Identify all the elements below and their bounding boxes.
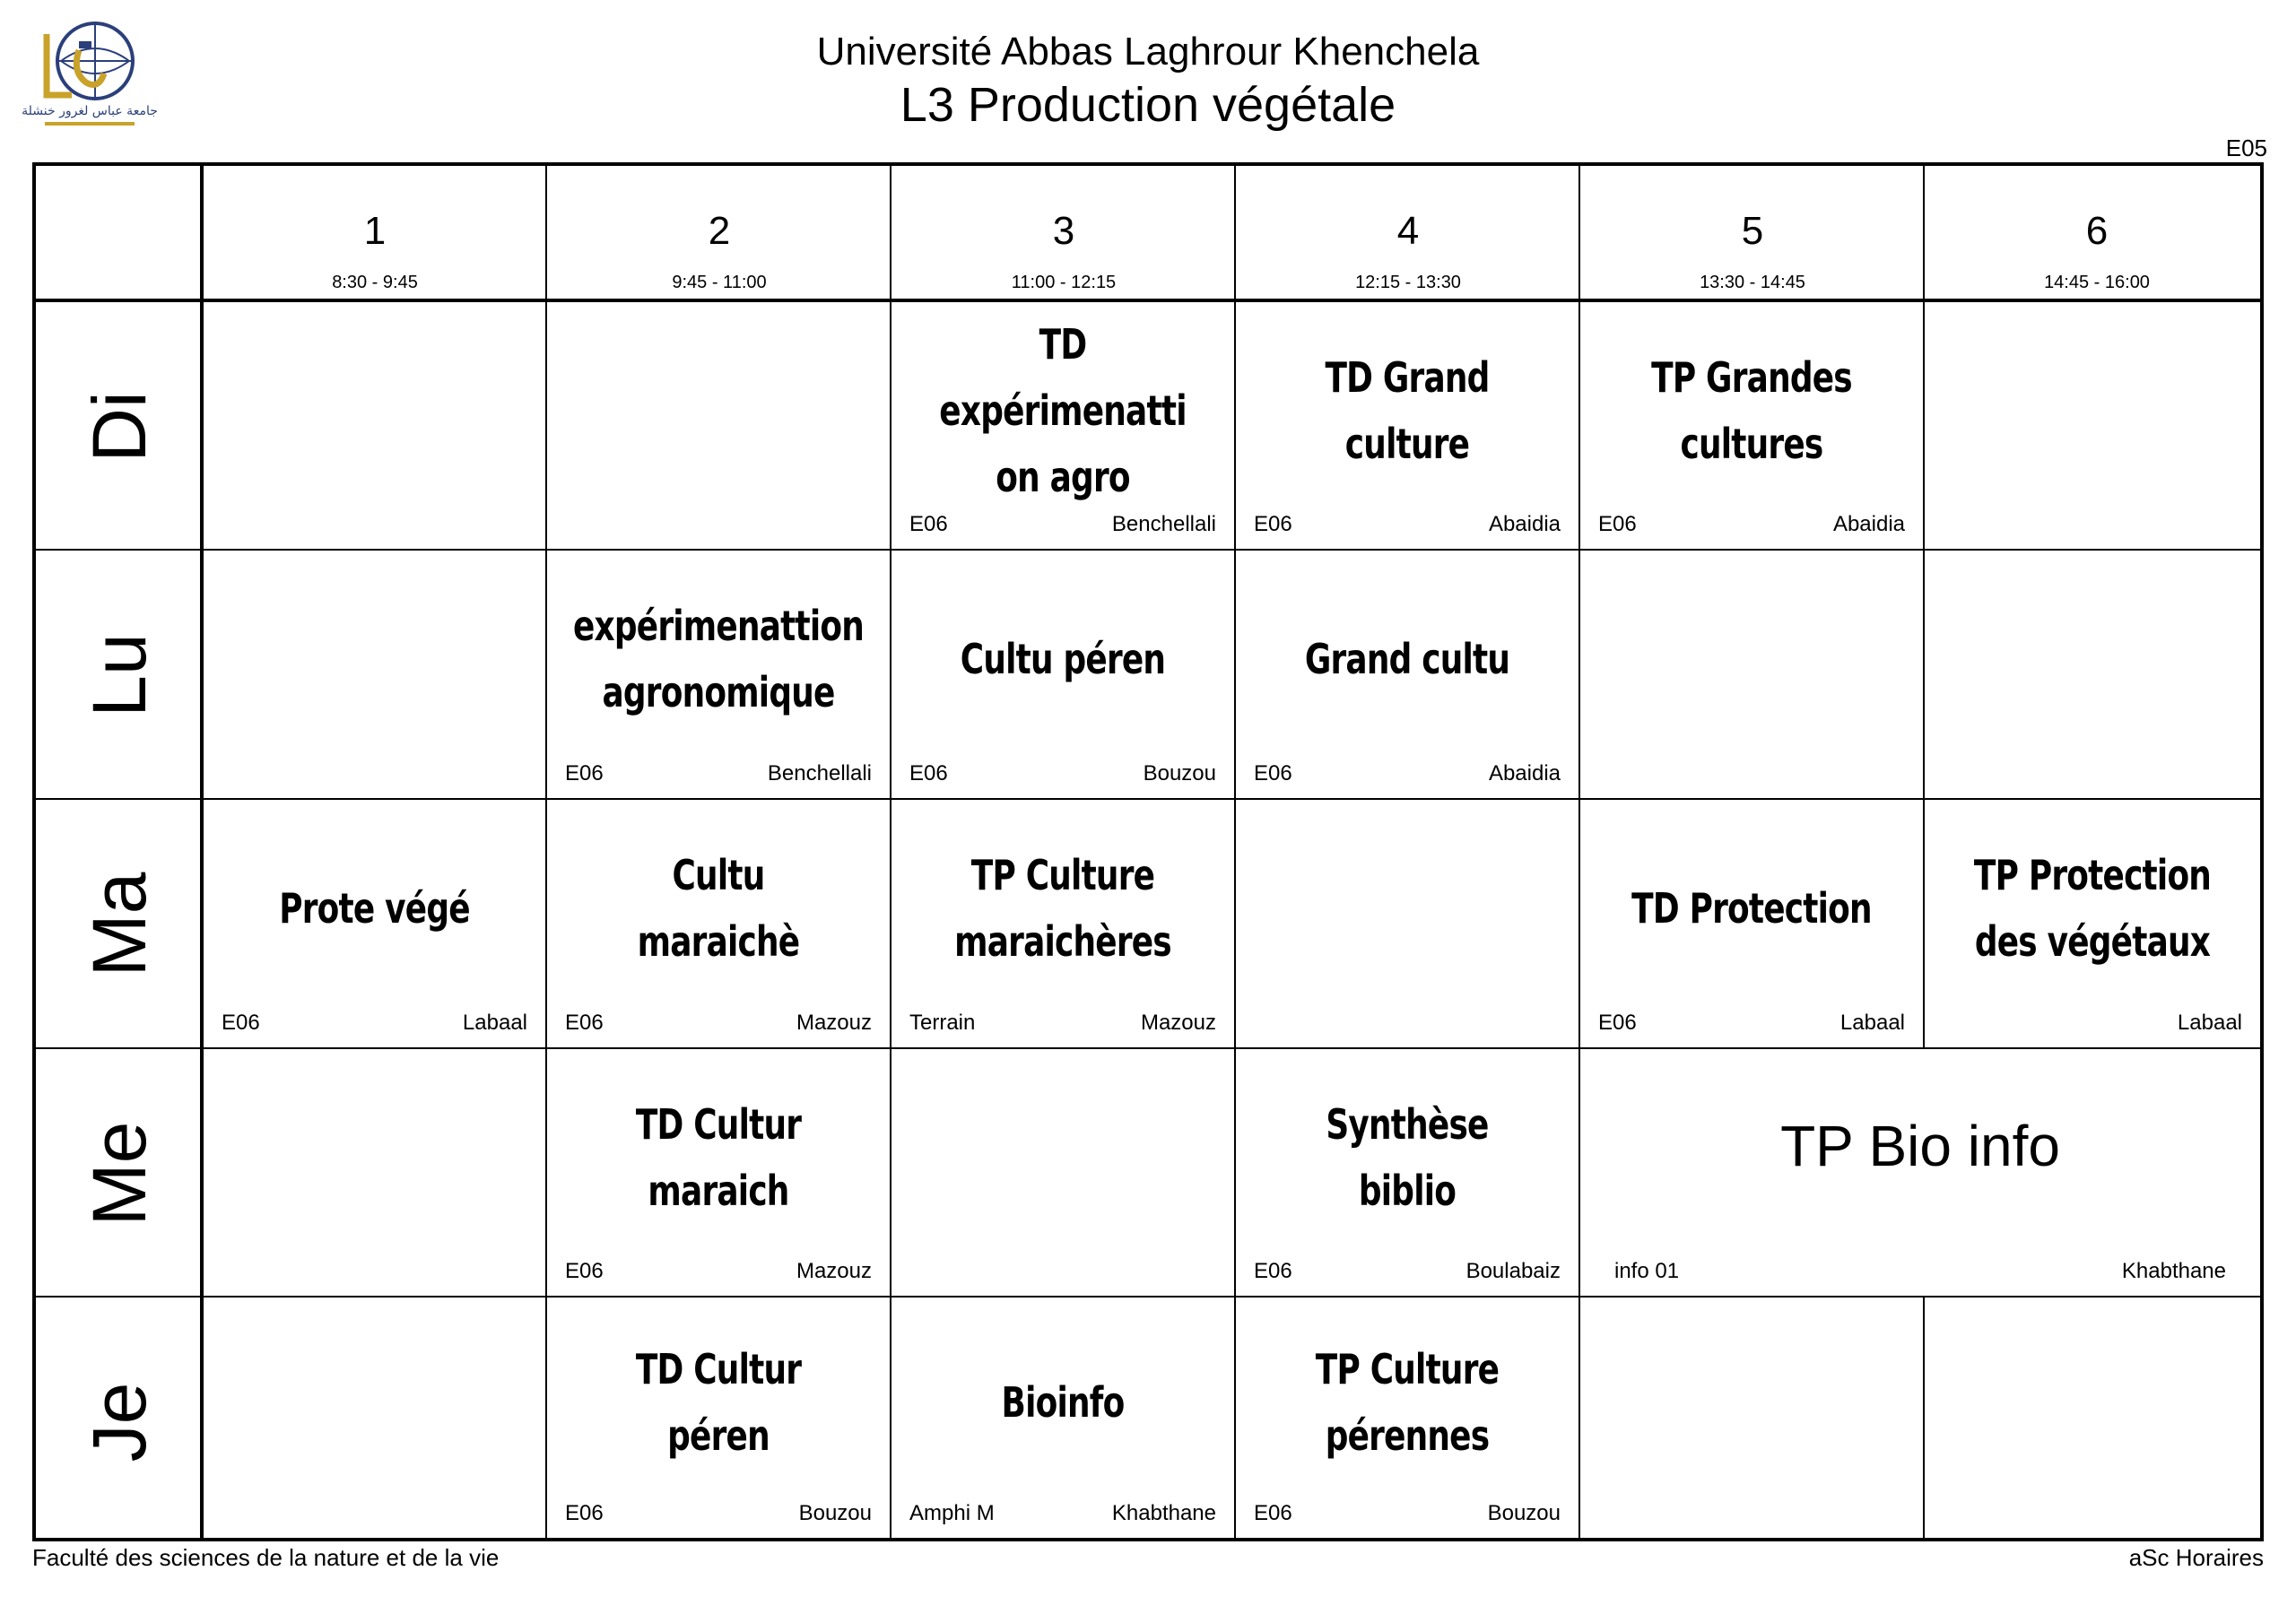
day-label-ma: Ma xyxy=(77,872,161,976)
timetable-grid xyxy=(32,162,2264,1541)
lesson-room: E06 xyxy=(1254,1259,1292,1283)
period-number: 4 xyxy=(1396,209,1420,253)
lesson-teacher: Bouzou xyxy=(798,1501,872,1525)
lesson-room: Amphi M xyxy=(909,1501,995,1525)
lesson-subject: TP Bio info xyxy=(1780,1113,2060,1178)
period-time: 13:30 - 14:45 xyxy=(1700,273,1805,292)
day-label-me: Me xyxy=(77,1121,161,1226)
university-title: Université Abbas Laghrour Khenchela xyxy=(816,30,1480,74)
lesson-subject: TD expérimenatti on agro xyxy=(939,319,1187,501)
day-label-je: Je xyxy=(77,1382,161,1462)
lesson-room: E06 xyxy=(1598,512,1637,536)
class-title: L3 Production végétale xyxy=(900,78,1396,132)
lesson-subject: TP Protection des végétaux xyxy=(1973,851,2212,966)
lesson-teacher: Khabthane xyxy=(1111,1501,1216,1525)
lesson-room: E06 xyxy=(222,1011,260,1035)
lesson-cell[interactable] xyxy=(891,302,1234,549)
lesson-teacher: Benchellali xyxy=(767,761,872,785)
period-number: 1 xyxy=(363,209,387,253)
period-number: 5 xyxy=(1741,209,1764,253)
lesson-teacher: Labaal xyxy=(2177,1011,2242,1035)
period-number: 6 xyxy=(2085,209,2109,253)
software-credit: aSc Horaires xyxy=(2128,1544,2264,1571)
svg-text:جامعة عباس لغرور خنشلة: جامعة عباس لغرور خنشلة xyxy=(22,104,158,118)
lesson-subject: TP Culture maraichères xyxy=(954,851,1171,966)
lesson-teacher: Khabthane xyxy=(2121,1259,2226,1283)
lesson-cell-merged[interactable] xyxy=(1580,1049,2260,1296)
lesson-subject: Prote végé xyxy=(279,884,470,933)
period-time: 9:45 - 11:00 xyxy=(672,273,767,292)
lesson-cell[interactable] xyxy=(1236,551,1578,798)
lesson-room: E06 xyxy=(1254,1501,1292,1525)
lesson-teacher: Abaidia xyxy=(1488,512,1561,536)
lesson-room: E06 xyxy=(1254,761,1292,785)
room-code: E05 xyxy=(2225,135,2267,161)
lesson-cell[interactable] xyxy=(1236,1298,1578,1538)
lesson-teacher: Bouzou xyxy=(1143,761,1216,785)
lesson-room: E06 xyxy=(909,512,948,536)
lesson-cell[interactable] xyxy=(891,551,1234,798)
lesson-cell[interactable] xyxy=(1580,800,1923,1047)
lesson-subject: Grand cultu xyxy=(1304,635,1510,683)
lesson-teacher: Mazouz xyxy=(1140,1011,1216,1035)
lesson-subject: TD Grand culture xyxy=(1325,352,1490,468)
lesson-subject: TD Cultur maraich xyxy=(635,1099,802,1215)
lesson-teacher: Labaal xyxy=(462,1011,527,1035)
lesson-teacher: Mazouz xyxy=(796,1011,872,1035)
lesson-subject: Cultu péren xyxy=(960,635,1166,683)
lesson-teacher: Bouzou xyxy=(1487,1501,1561,1525)
lesson-cell[interactable] xyxy=(891,800,1234,1047)
period-time: 12:15 - 13:30 xyxy=(1355,273,1461,292)
lesson-room: E06 xyxy=(1254,512,1292,536)
day-label-lu: Lu xyxy=(77,632,161,717)
lesson-cell[interactable] xyxy=(547,1298,890,1538)
lesson-room: Terrain xyxy=(909,1011,976,1035)
lesson-cell[interactable] xyxy=(891,1298,1234,1538)
period-number: 2 xyxy=(708,209,731,253)
day-label-di: Di xyxy=(77,390,161,463)
lesson-room: E06 xyxy=(565,1501,604,1525)
lesson-cell[interactable] xyxy=(1925,800,2260,1047)
lesson-room: E06 xyxy=(565,1011,604,1035)
lesson-subject: Cultu maraichè xyxy=(637,851,800,966)
lesson-subject: Synthèse biblio xyxy=(1326,1099,1489,1215)
lesson-room: info 01 xyxy=(1614,1259,1680,1283)
lesson-cell[interactable] xyxy=(547,800,890,1047)
lesson-cell[interactable] xyxy=(1236,302,1578,549)
lesson-teacher: Abaidia xyxy=(1832,512,1905,536)
lesson-teacher: Abaidia xyxy=(1488,761,1561,785)
lesson-cell[interactable] xyxy=(1236,1049,1578,1296)
lesson-subject: TD Cultur péren xyxy=(635,1345,802,1460)
lesson-teacher: Mazouz xyxy=(796,1259,872,1283)
period-time: 11:00 - 12:15 xyxy=(1011,273,1117,292)
lesson-cell[interactable] xyxy=(547,1049,890,1296)
lesson-cell[interactable] xyxy=(1580,302,1923,549)
faculty-name: Faculté des sciences de la nature et de la vie xyxy=(32,1544,500,1571)
lesson-cell[interactable] xyxy=(204,800,545,1047)
lesson-room: E06 xyxy=(909,761,948,785)
period-time: 8:30 - 9:45 xyxy=(332,273,418,292)
lesson-teacher: Boulabaiz xyxy=(1465,1259,1561,1283)
lesson-subject: TD Protection xyxy=(1631,884,1872,933)
lesson-room: E06 xyxy=(565,1259,604,1283)
lesson-teacher: Benchellali xyxy=(1111,512,1216,536)
lesson-room: E06 xyxy=(565,761,604,785)
lesson-subject: expérimenattion agronomique xyxy=(572,602,865,716)
lesson-subject: Bioinfo xyxy=(1001,1378,1125,1427)
lesson-teacher: Labaal xyxy=(1839,1011,1905,1035)
period-number: 3 xyxy=(1052,209,1075,253)
period-time: 14:45 - 16:00 xyxy=(2044,273,2150,292)
lesson-subject: TP Culture pérennes xyxy=(1315,1345,1500,1460)
lesson-room: E06 xyxy=(1598,1011,1637,1035)
lesson-cell[interactable] xyxy=(547,551,890,798)
lesson-subject: TP Grandes cultures xyxy=(1651,352,1852,468)
column-separator xyxy=(1923,1296,1925,1538)
